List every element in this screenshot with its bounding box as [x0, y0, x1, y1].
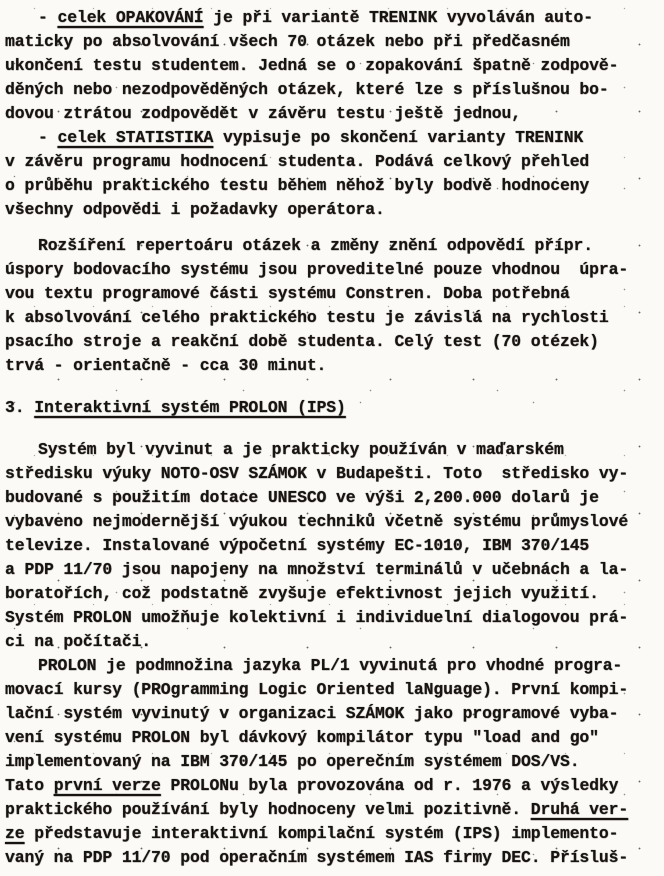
text-line — [5, 510, 662, 534]
text-segment: o průběhu praktického testu během něhož byly bodvě hodnoceny — [5, 176, 590, 195]
text-line — [5, 102, 662, 126]
text-segment: v závěru programu hodnocení studenta. Podává celkový přehled — [5, 152, 590, 171]
text-line — [5, 306, 662, 330]
text-line — [5, 846, 662, 870]
text-segment: implementovaný na IBM 370/145 po operečním systémem DOS/VS. — [5, 752, 580, 771]
text-segment: úspory bodovacího systému jsou proveditelné pouze vhodnou úpra- — [5, 260, 629, 279]
text-line — [5, 54, 662, 78]
text-segment: 3. — [5, 398, 35, 417]
text-segment: k absolvování celého praktického testu je závislá na rychlosti — [5, 308, 609, 327]
text-segment: ci na počítači. — [5, 632, 152, 651]
text-segment: středisku výuky NOTO-OSV SZÁMOK v Budapešti. Toto středisko vy- — [5, 464, 629, 483]
text-segment: praktického používání byly hodnoceny velmi pozitivně. — [5, 800, 531, 819]
text-line — [5, 678, 662, 702]
text-line — [5, 582, 662, 606]
text-line — [5, 174, 662, 198]
text-line — [5, 702, 662, 726]
text-segment: maticky po absolvování všech 70 otázek nebo při předčasném — [5, 32, 570, 51]
underlined-text: celek STATISTIKA — [57, 128, 214, 147]
text-line — [5, 438, 662, 462]
text-segment: dovou ztrátou zodpovědět v závěru testu ještě jednou, — [5, 104, 522, 123]
text-segment: představuje interaktivní kompilační systém (IPS) implemento- — [24, 824, 619, 843]
text-line — [5, 30, 662, 54]
text-segment: vení systému PROLON byl dávkový kompilátor typu "load and go" — [5, 728, 599, 747]
text-segment: Systém PROLON umožňuje kolektivní i individuelní dialogovou prá- — [5, 608, 629, 627]
text-line — [5, 198, 662, 222]
text-line — [5, 234, 662, 258]
text-segment: je při variantě TRENINK vyvoláván auto- — [203, 8, 593, 27]
text-line — [5, 6, 662, 30]
underlined-text: celek OPAKOVÁNÍ — [57, 8, 204, 27]
text-line — [5, 150, 662, 174]
underlined-text: Interaktivní systém PROLON (IPS) — [34, 398, 346, 417]
paragraph-system-prolon — [5, 438, 662, 870]
text-segment: ukončení testu studentem. Jedná se o zopakování špatně zodpově- — [5, 56, 619, 75]
text-line — [5, 330, 662, 354]
text-line — [5, 774, 662, 798]
text-segment: vypisuje po skončení varianty TRENINK — [213, 128, 584, 147]
text-line — [5, 282, 662, 306]
text-segment: trvá - orientačně - cca 30 minut. — [5, 356, 327, 375]
text-segment: televize. Instalované výpočetní systémy EC-1010, IBM 370/145 — [5, 536, 590, 555]
text-line — [5, 78, 662, 102]
text-segment: - — [38, 128, 58, 147]
text-segment: PROLONu byla provozována od r. 1976 a výsledky — [160, 776, 619, 795]
underlined-text: Druhá ver- — [530, 800, 629, 819]
text-segment: děných nebo nezodpověděných otázek, které lze s příslušnou bo- — [5, 80, 609, 99]
text-line — [5, 486, 662, 510]
text-segment: psacího stroje a reakční době studenta. Celý test (70 otézek) — [5, 332, 599, 351]
text-segment: lační systém vyvinutý v organizaci SZÁMOK jako programové vyba- — [5, 704, 619, 723]
text-line — [5, 750, 662, 774]
text-line — [5, 534, 662, 558]
text-segment: vybaveno nejmodernější výukou techniků včetně systému průmyslové — [5, 512, 629, 531]
text-line — [5, 798, 662, 822]
text-segment: vaný na PDP 11/70 pod operačním systémem IAS firmy DEC. Přísluš- — [5, 848, 629, 867]
text-line — [5, 558, 662, 582]
text-segment: vou textu programové části systému Constren. Doba potřebná — [5, 284, 570, 303]
text-segment: a PDP 11/70 jsou napojeny na množství terminálů v učebnách a la- — [5, 560, 629, 579]
text-segment: PROLON je podmnožina jazyka PL/1 vyvinutá pro vhodné progra- — [38, 656, 623, 675]
underlined-text: první verze — [53, 776, 161, 795]
text-line — [5, 630, 662, 654]
paragraph-rozsireni-repertoaru — [5, 234, 662, 378]
text-line — [5, 606, 662, 630]
text-segment: movací kursy (PROgramming Logic Oriented laNguage). První kompi- — [5, 680, 629, 699]
text-segment: Tato — [5, 776, 54, 795]
text-segment: všechny odpovědi i požadavky operátora. — [5, 200, 385, 219]
text-line — [5, 354, 662, 378]
text-line — [5, 126, 662, 150]
text-segment: budované s použitím dotace UNESCO ve výši 2,200.000 dolarů je — [5, 488, 599, 507]
text-segment: boratořích, což podstatně zvyšuje efektivnost jejich využití. — [5, 584, 599, 603]
text-line — [5, 654, 662, 678]
text-line — [5, 258, 662, 282]
section-heading-prolon — [5, 396, 662, 420]
underlined-text: ze — [5, 824, 25, 843]
text-line — [5, 726, 662, 750]
heading-line — [5, 396, 662, 420]
text-line — [5, 462, 662, 486]
text-segment: Systém byl vyvinut a je prakticky používán v maďarském — [38, 440, 564, 459]
paragraph-celek-opakovani-statistika — [5, 6, 662, 222]
text-line — [5, 822, 662, 846]
text-segment: - — [38, 8, 58, 27]
text-segment: Rozšíření repertoáru otázek a změny znění odpovědí přípr. — [38, 236, 593, 255]
